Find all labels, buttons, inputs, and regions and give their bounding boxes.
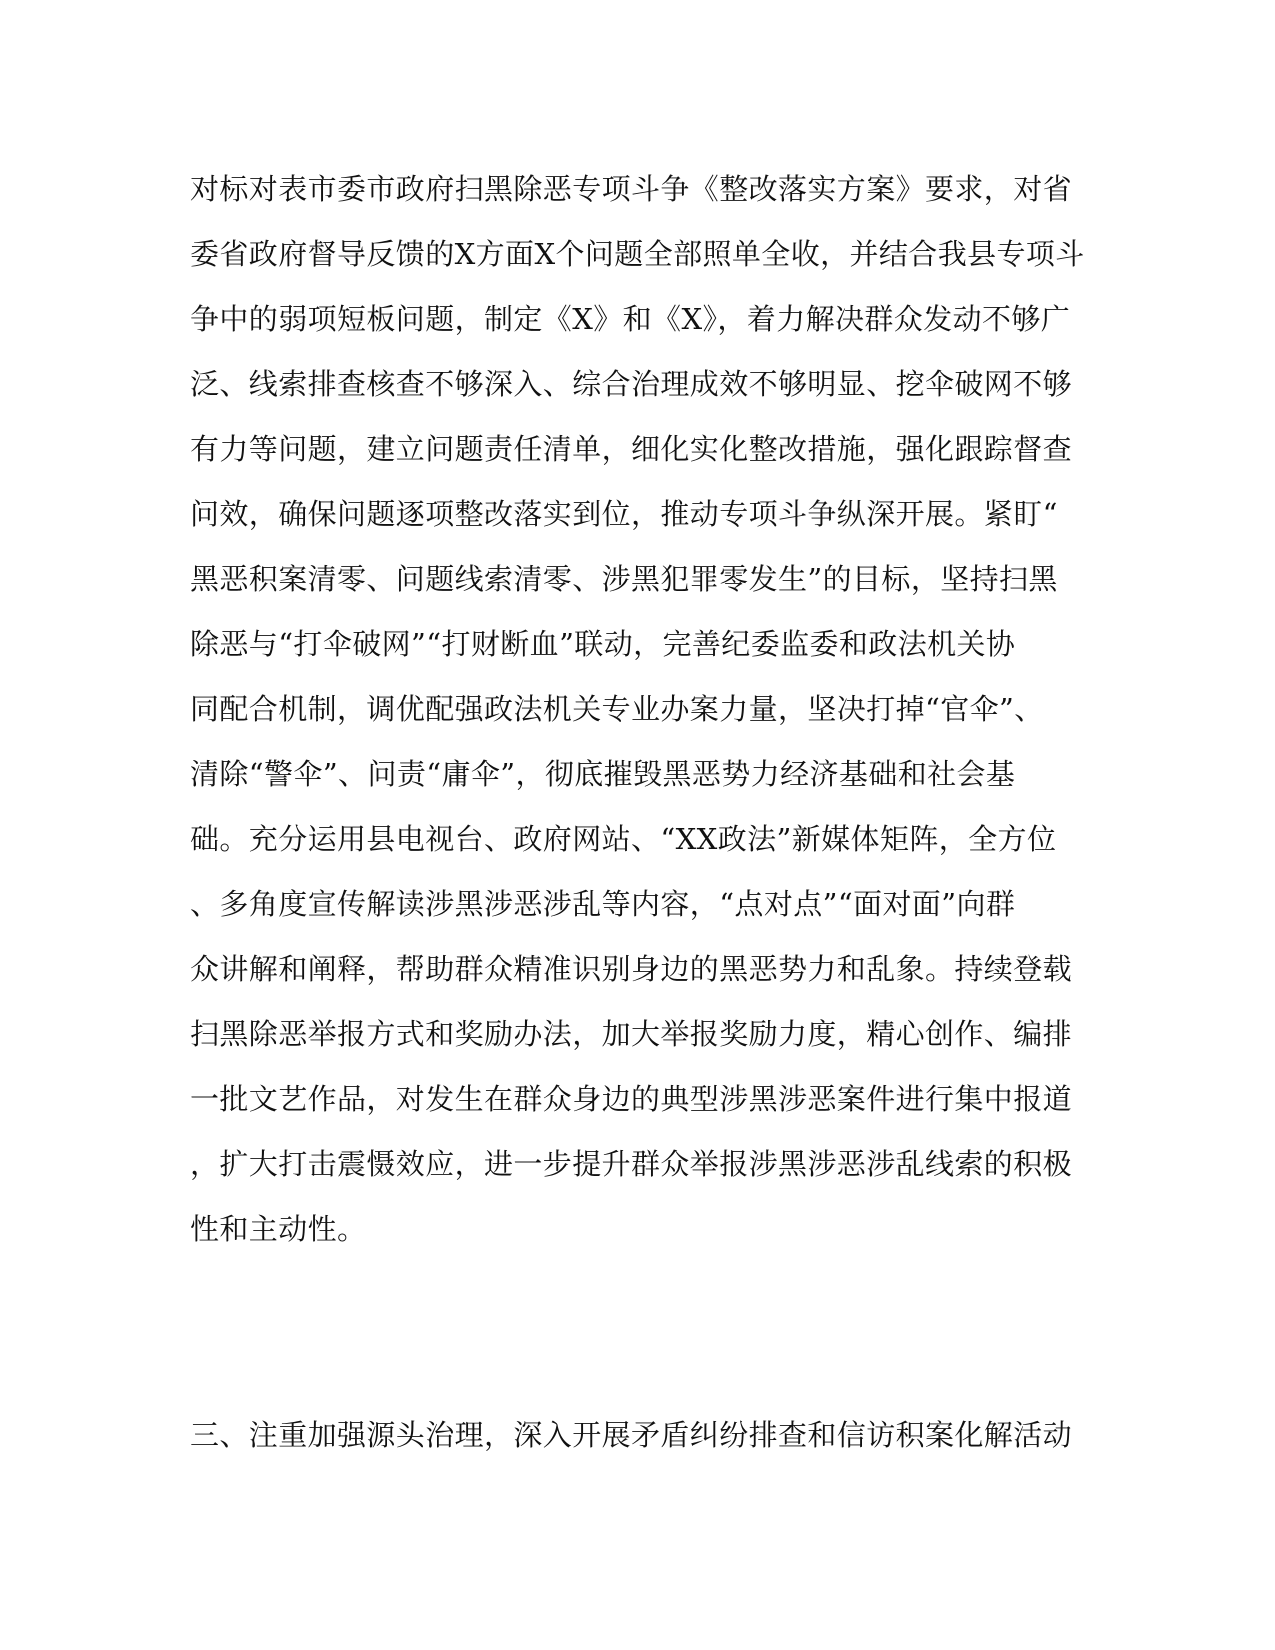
paragraph-line: 众讲解和阐释，帮助群众精准识别身边的黑恶势力和乱象。持续登载 xyxy=(190,952,1073,986)
paragraph-line: 争中的弱项短板问题，制定《X》和《X》，着力解决群众发动不够广 xyxy=(190,302,1071,336)
paragraph-line: 础。充分运用县电视台、政府网站、“XX政法”新媒体矩阵，全方位 xyxy=(190,822,1057,856)
paragraph-line: 性和主动性。 xyxy=(190,1212,367,1246)
paragraph-line: 问效，确保问题逐项整改落实到位，推动专项斗争纵深开展。紧盯“ xyxy=(190,497,1058,531)
paragraph-line: ，扩大打击震慑效应，进一步提升群众举报涉黑涉恶涉乱线索的积极 xyxy=(190,1147,1073,1181)
paragraph-line: 委省政府督导反馈的X方面X个问题全部照单全收，并结合我县专项斗 xyxy=(190,237,1085,271)
paragraph-line: 有力等问题，建立问题责任清单，细化实化整改措施，强化跟踪督查 xyxy=(190,432,1073,466)
section-heading: 三、注重加强源头治理，深入开展矛盾纠纷排查和信访积案化解活动 xyxy=(190,1418,1073,1452)
paragraph-line: 一批文艺作品，对发生在群众身边的典型涉黑涉恶案件进行集中报道 xyxy=(190,1082,1073,1116)
paragraph-line: 泛、线索排查核查不够深入、综合治理成效不够明显、挖伞破网不够 xyxy=(190,367,1073,401)
paragraph-line: 清除“警伞”、问责“庸伞”，彻底摧毁黑恶势力经济基础和社会基 xyxy=(190,757,1016,791)
paragraph-line: 黑恶积案清零、问题线索清零、涉黑犯罪零发生”的目标，坚持扫黑 xyxy=(190,562,1058,596)
paragraph-line: 同配合机制，调优配强政法机关专业办案力量，坚决打掉“官伞”、 xyxy=(190,692,1044,726)
paragraph-line: 对标对表市委市政府扫黑除恶专项斗争《整改落实方案》要求，对省 xyxy=(190,172,1073,206)
paragraph-line: 除恶与“打伞破网”“打财断血”联动，完善纪委监委和政法机关协 xyxy=(190,627,1016,661)
paragraph-line: 扫黑除恶举报方式和奖励办法，加大举报奖励力度，精心创作、编排 xyxy=(190,1017,1073,1051)
paragraph-line: 、多角度宣传解读涉黑涉恶涉乱等内容，“点对点”“面对面”向群 xyxy=(190,887,1016,921)
